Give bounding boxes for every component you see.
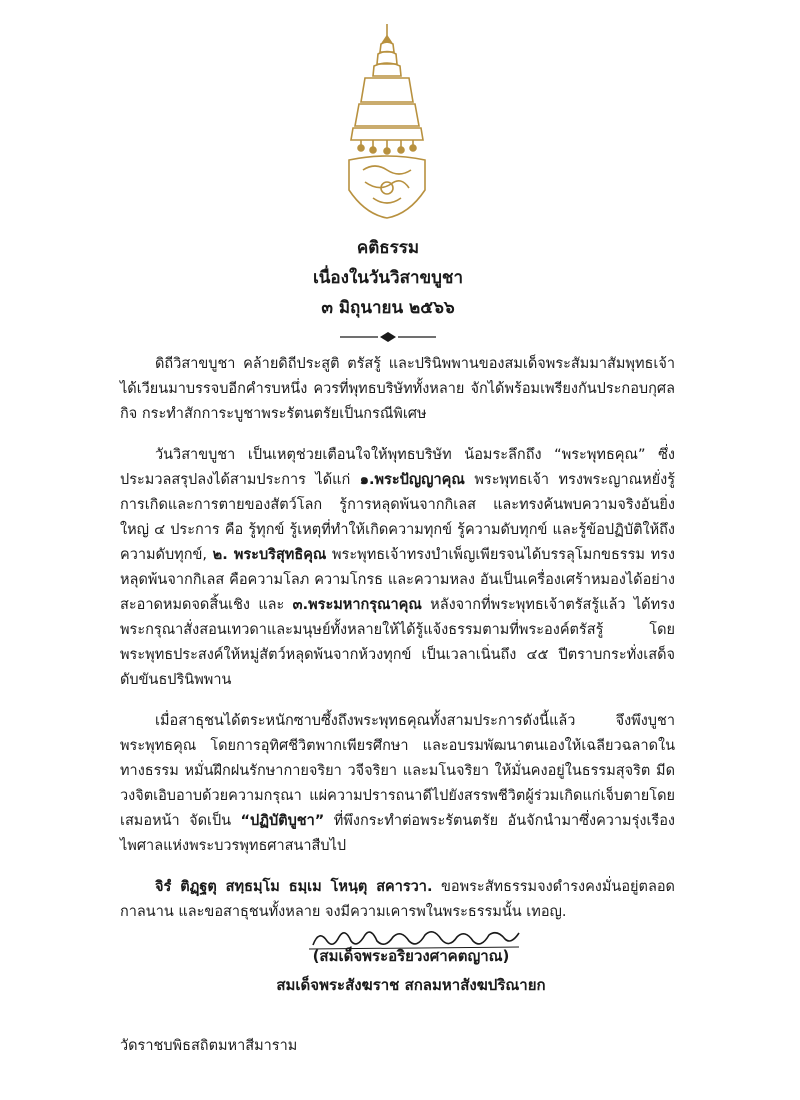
paragraph-2-text: หลังจากที่พระพุทธเจ้าตรัสรู้แล้ว ได้ทรงพระกรุณาสั่งสอนเทวดาและมนุษย์ทั้งหลายให้ได้รู้แจ้งธรรมตามที่พระองค์ตรัสรู้ โดยพระพุทธประสงค์ให้หมู่สัตว์หลุดพ้นจากห้วงทุกข์ เป็นเวลาเนิ่นถึง ๔๕ ปีตราบกระทั่งเสด็จดับขันธปรินิพพาน: [120, 597, 676, 688]
title-date: ๓ มิถุนายน ๒๕๖๖: [321, 298, 455, 318]
ornament-divider: [338, 331, 438, 343]
signatory-name: (สมเด็จพระอริยวงศาคตญาณ): [312, 947, 510, 965]
temple-name: วัดราชบพิธสถิตมหาสีมาราม: [120, 1038, 298, 1054]
paragraph-2-text: วันวิสาขบูชา เป็นเหตุช่วยเตือนใจให้พุทธบริษัท น้อมระลึกถึง “พระพุทธคุณ” ซึ่งประมวลสรุปลงได้สามประการ ได้แก่: [120, 447, 675, 488]
paragraph-2-text: พระพุทธเจ้าทรงบำเพ็ญเพียรจนได้บรรลุโมกขธรรม ทรงหลุดพ้นจากกิเลส คือความโลภ ความโกรธ และความหลง อันเป็นเครื่องเศร้าหมองได้อย่างสะอาดหมดจดสิ้นเชิง และ: [120, 547, 675, 613]
virtue-compassion: ๓.พระมหากรุณาคุณ: [292, 597, 422, 613]
paragraph-3-text: เมื่อสาธุชนได้ตระหนักซาบซึ้งถึงพระพุทธคุณทั้งสามประการดังนี้แล้ว จึงพึงบูชาพระพุทธคุณ โดยการอุทิศชีวิตพากเพียรศึกษา และอบรมพัฒนาตนเองให้เฉลียวฉลาดในทางธรรม หมั่นฝึกฝนรักษากายจริยา วจีจริยา และมโนจริยา ให้มั่นคงอยู่ในธรรมสุจริต มีดวงจิตเอิบอาบด้วยความกรุณา แผ่ความปรารถนาดีไปยังสรรพชีวิตผู้ร่วมเกิดแก่เจ็บตายโดยเสมอหน้า จัดเป็น: [120, 713, 675, 829]
practice-worship-term: “ปฏิบัติบูชา”: [240, 813, 325, 829]
royal-emblem-icon: [339, 22, 435, 222]
signature-block: [0, 942, 800, 1000]
paragraph-4: [120, 875, 675, 925]
virtue-wisdom: ๑.พระปัญญาคุณ: [359, 472, 465, 488]
letter-body: [120, 352, 675, 925]
paragraph-1-text: ดิถีวิสาขบูชา คล้ายดิถีประสูติ ตรัสรู้ และปรินิพพานของสมเด็จพระสัมมาสัมพุทธเจ้า ได้เวียนมาบรรจบอีกคำรบหนึ่ง ควรที่พุทธบริษัททั้งหลาย จักได้พร้อมเพรียงกันประกอบกุศลกิจ กระทำสักการะบูชาพระรัตนตรัยเป็นกรณีพิเศษ: [120, 356, 675, 422]
title-occasion: เนื่องในวันวิสาขบูชา: [313, 268, 463, 288]
title-heading: คติธรรม: [356, 238, 420, 258]
paragraph-3-text: ที่พึงกระทำต่อพระรัตนตรัย อันจักนำมาซึ่งความรุ่งเรืองไพศาลแห่งพระบวรพุทธศาสนาสืบไป: [120, 813, 676, 854]
paragraph-2: [120, 443, 675, 693]
title-block: [0, 233, 776, 323]
signatory-title: สมเด็จพระสังฆราช สกลมหาสังฆปริณายก: [276, 976, 546, 994]
paragraph-3: [120, 709, 675, 859]
pali-verse: จิรํ ติฏฺฐตุ สทฺธมฺโม ธมฺเม โหนฺตุ สคารวา.: [155, 879, 433, 895]
virtue-purity: ๒. พระบริสุทธิคุณ: [212, 547, 327, 563]
paragraph-2-text: พระพุทธเจ้า ทรงพระญาณหยั่งรู้การเกิดและการตายของสัตว์โลก รู้การหลุดพ้นจากกิเลส และทรงค้นพบความจริงอันยิ่งใหญ่ ๔ ประการ คือ รู้ทุกข์ รู้เหตุที่ทำให้เกิดความทุกข์ รู้ความดับทุกข์ และรู้ข้อปฏิบัติให้ถึงความดับทุกข์,: [120, 472, 675, 563]
paragraph-4-text: ขอพระสัทธรรมจงดำรงคงมั่นอยู่ตลอดกาลนาน และขอสาธุชนทั้งหลาย จงมีความเคารพในพระธรรมนั้น เทอญ.: [120, 879, 675, 920]
paragraph-1: [120, 352, 675, 427]
